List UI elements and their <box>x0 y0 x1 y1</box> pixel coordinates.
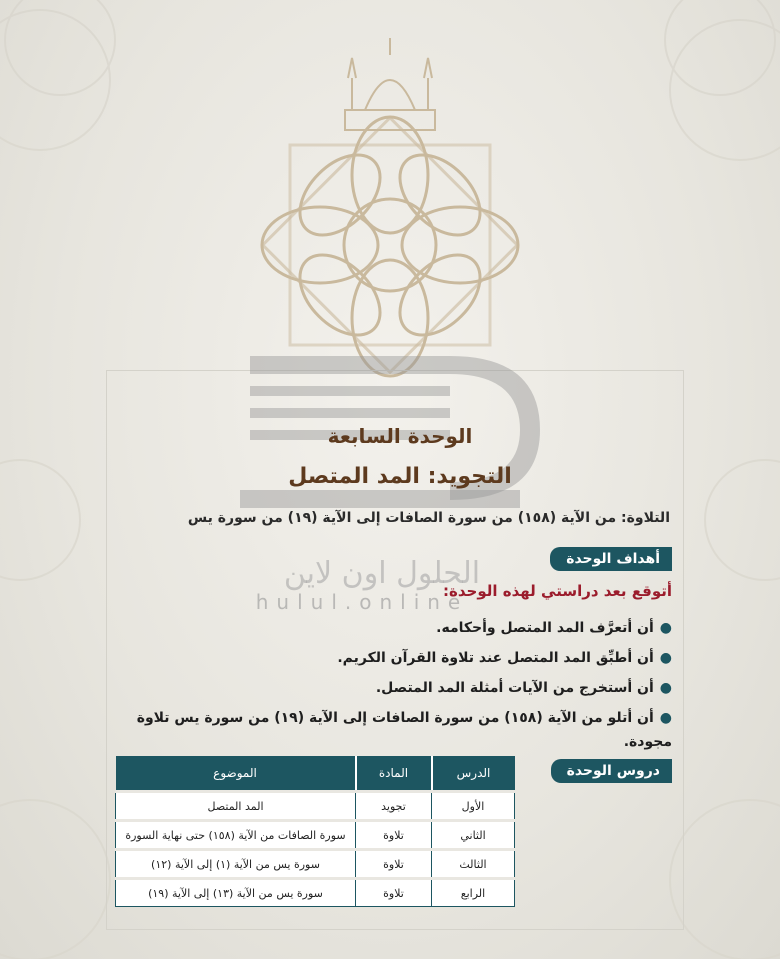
bullet-icon: ● <box>659 650 672 666</box>
goal-text: أن أطبِّق المد المتصل عند تلاوة القرآن الكريم. <box>337 650 654 666</box>
cell-subject: تلاوة <box>356 879 432 907</box>
cell-topic: سورة يس من الآية (١٣) إلى الآية (١٩) <box>116 879 356 907</box>
cell-subject: تلاوة <box>356 821 432 850</box>
cell-lesson: الثاني <box>432 821 515 850</box>
table-row <box>116 879 515 907</box>
lessons-table <box>115 756 515 907</box>
watermark-arabic-text: الحلول اون لاين <box>283 556 481 591</box>
goal-item <box>112 616 672 646</box>
cell-lesson: الرابع <box>432 879 515 907</box>
goal-item <box>112 676 672 706</box>
cell-topic: سورة الصافات من الآية (١٥٨) حتى نهاية السورة <box>116 821 356 850</box>
recitation-range: التلاوة: من الآية (١٥٨) من سورة الصافات إلى الآية (١٩) من سورة يس <box>187 510 670 526</box>
bullet-icon: ● <box>659 620 672 636</box>
unit-goals-badge: أهداف الوحدة <box>550 547 672 571</box>
header-lesson: الدرس <box>432 756 515 792</box>
goal-text: أن أستخرج من الآيات أمثلة المد المتصل. <box>375 680 654 696</box>
header-subject: المادة <box>356 756 432 792</box>
unit-lessons-badge: دروس الوحدة <box>551 759 672 783</box>
hulul-watermark-logo-icon <box>210 350 570 560</box>
cell-subject: تلاوة <box>356 850 432 879</box>
goal-item <box>112 646 672 676</box>
cell-topic: سورة يس من الآية (١) إلى الآية (١٢) <box>116 850 356 879</box>
cell-subject: تجويد <box>356 792 432 821</box>
flower-ornament-icon <box>262 117 518 376</box>
table-row <box>116 850 515 879</box>
cell-lesson: الأول <box>432 792 515 821</box>
table-row <box>116 792 515 821</box>
cell-lesson: الثالث <box>432 850 515 879</box>
goal-item <box>112 706 672 750</box>
table-header-row <box>116 756 515 792</box>
unit-subtitle: التجويد: المد المتصل <box>288 464 512 489</box>
table-row <box>116 821 515 850</box>
goals-list <box>112 616 672 750</box>
cell-topic: المد المتصل <box>116 792 356 821</box>
bullet-icon: ● <box>659 680 672 696</box>
watermark-latin-text: hulul.online <box>255 590 469 614</box>
goal-text: أن أتلو من الآية (١٥٨) من سورة الصافات إلى الآية (١٩) من سورة يس تلاوة مجودة. <box>136 710 672 750</box>
unit-title: الوحدة السابعة <box>327 424 473 448</box>
goal-text: أن أتعرَّف المد المتصل وأحكامه. <box>436 620 654 636</box>
goals-intro: أتوقع بعد دراستي لهذه الوحدة: <box>443 582 672 600</box>
bullet-icon: ● <box>659 710 672 726</box>
header-topic: الموضوع <box>116 756 356 792</box>
